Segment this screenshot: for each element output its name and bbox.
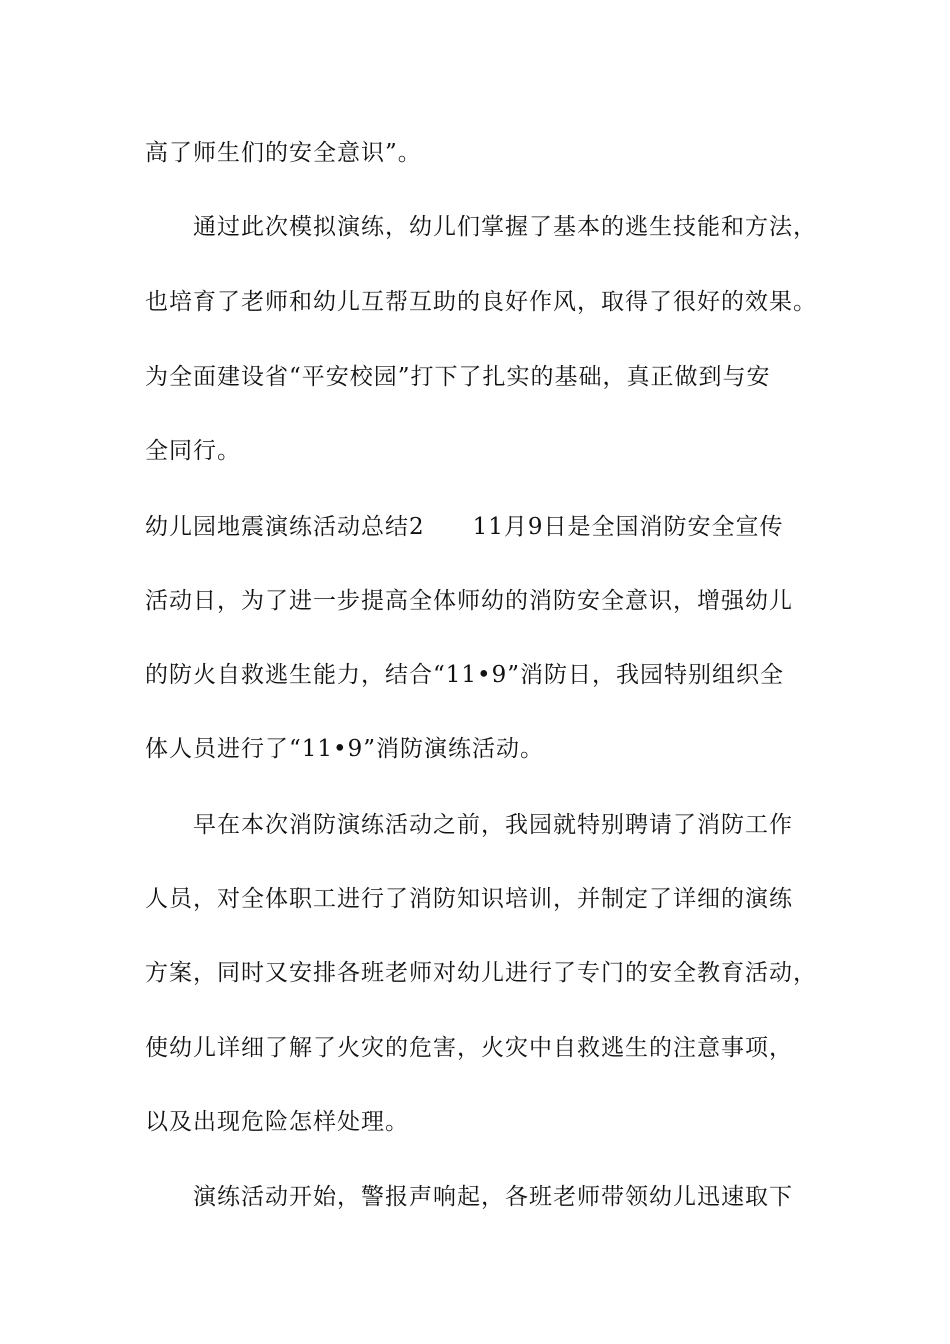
text-line: 高了师生们的安全意识”。 xyxy=(145,140,422,166)
text-line: 以及出现危险怎样处理。 xyxy=(145,1109,409,1135)
text-line: 体人员进行了“11•9”消防演练活动。 xyxy=(145,736,544,762)
text-line: 通过此次模拟演练，幼儿们掌握了基本的逃生技能和方法， xyxy=(193,214,817,240)
text-line: 为全面建设省“平安校园”打下了扎实的基础，真正做到与安 xyxy=(145,364,771,390)
text-line: 早在本次消防演练活动之前，我园就特别聘请了消防工作 xyxy=(193,812,793,838)
text-line: 人员，对全体职工进行了消防知识培训，并制定了详细的演练 xyxy=(145,886,793,912)
text-line: 也培育了老师和幼儿互帮互助的良好作风，取得了很好的效果。 xyxy=(145,289,817,315)
text-line: 全同行。 xyxy=(145,438,241,464)
text-line: 演练活动开始，警报声响起，各班老师带领幼儿迅速取下 xyxy=(193,1184,793,1210)
text-line: 活动日，为了进一步提高全体师幼的消防安全意识，增强幼儿 xyxy=(145,588,793,614)
section-heading-line: 幼儿园地震演练活动总结2 11月9日是全国消防安全宣传 xyxy=(145,514,784,540)
text-line: 方案，同时又安排各班老师对幼儿进行了专门的安全教育活动， xyxy=(145,960,817,986)
text-line: 使幼儿详细了解了火灾的危害，火灾中自救逃生的注意事项， xyxy=(145,1035,793,1061)
text-line: 的防火自救逃生能力，结合“11•9”消防日，我园特别组织全 xyxy=(145,662,784,688)
